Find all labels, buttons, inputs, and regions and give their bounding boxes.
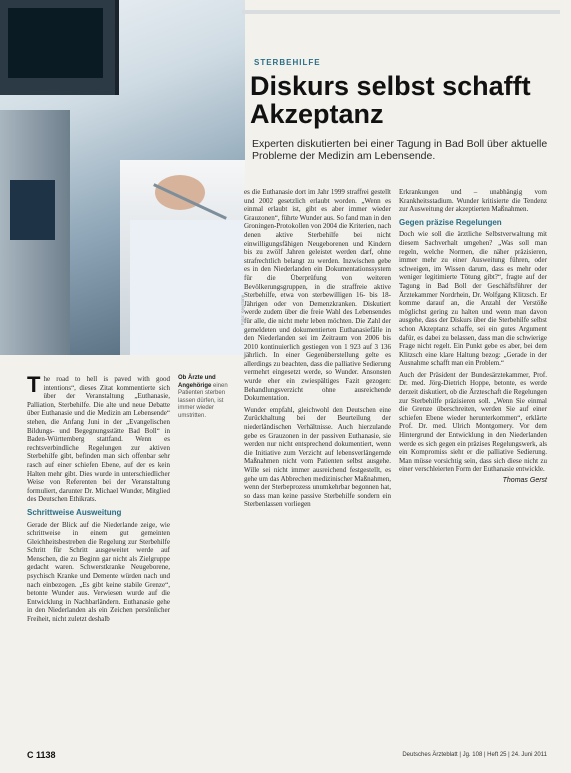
caption-bold: Ob Ärzte und Angehörige <box>178 375 216 389</box>
article-photo <box>0 0 245 355</box>
lead-text: Experten diskutierten bei einer Tagung in Bad Boll über aktuelle Probleme der Medizin am Lebensende. <box>252 138 548 162</box>
caption-text: einen Patienten sterben lassen dürfen, ist immer wieder umstritten. <box>178 382 228 419</box>
monitor-shape <box>0 0 119 95</box>
dropcap: T <box>27 372 41 397</box>
control-panel-shape <box>10 180 55 240</box>
column-1-paragraph-1: he road to hell is paved with good intentions“, dieses Zitat kommentierte sich über der Veranstaltung „Euthanasie, Palliation, Sterbehilfe. Die alte und neue Debatte über Euthanasie und die Medizin am Lebensende“ stehen, die Anfang Juni in der „Evangelischen Bildungs- und Begegnungsstätte Bad Boll“ in Baden-Württemberg stattfand. Wenn es rechtsverbindliche Regelungen zur aktiven Sterbehilfe gibt, befinden man sich offenbar sehr rasch auf einer schiefen Ebene, auf der es kein Halten mehr gibt. Dies wurde in unterschiedlicher Weise von Referenten bei der Veranstaltung formuliert, darunter Dr. Michael Wunder, Mitglied des Deutschen Ethikrats. <box>27 375 170 504</box>
subhead-2: Gegen präzise Regelungen <box>399 217 502 227</box>
column-3-paragraph-2: Doch wie soll die ärztliche Selbstverwaltung mit diesem Sachverhalt umgehen? „Was soll man regeln, welche Normen, die näher präzisieren, immer mehr zu einer Ausweitung führen, oder schweigen, im Wissen darum, dass es mehr oder weniger legitimierte Tötung gibt?“, fragte auf der Tagung in Bad Boll der Geschäftsführer der Ärztekammer Nordrhein, Dr. Wolfgang Klitzsch. Er komme darauf an, die Anzahl der Verstöße möglichst gering zu halten und wenn man davon ausgehe, dass der Diskurs über die Sterbehilfe selbst schon Akzeptanz schaffe, sei ein gutes Argument dafür, es dabei zu belassen, dass man die schwierige Frage nicht regelt. Ein Punkt gebe es aber, bei dem Klitzsch eine klare Haltung bezog: „Gerade in der Ausnahme schafft man ein Problem.“ <box>399 230 547 368</box>
column-3 <box>399 188 547 486</box>
column-3-paragraph-1: Erkrankungen und – unabhängig vom Krankheitsstadium. Wunder kritisierte die Tendenz zur Ausweitung der akzeptierten Maßnahmen. <box>399 188 547 214</box>
column-1 <box>27 372 170 627</box>
rubric: STERBEHILFE <box>254 58 321 67</box>
photo-credit: Foto: Keystone <box>240 294 245 325</box>
headline: Diskurs selbst schafft Akzeptanz <box>250 71 531 129</box>
column-2-paragraph-2: Wunder empfahl, gleichwohl den Deutschen eine Zurückhaltung bei der Beurteilung der niederländischen Verhältnisse. Auch hierzulande gebe es Grauzonen in der passiven Euthanasie, sie werden nur nicht entsprechend dokumentiert, wenn die Initiative zum Verzicht auf lebensverlängernde Maßnahmen nicht vom Patienten selbst ausgehe. Wille sei nicht immer ausreichend festgestellt, es gehe um das Abbrechen medizinischer Maßnahmen, wenn der Sterbeprozess unumkehrbar begonnen hat, so dass man keine passive Sterbehilfe sondern ein Sterbenlassen vorliegen <box>244 405 391 509</box>
column-2-paragraph-1: es die Euthanasie dort im Jahr 1999 straffrei gestellt und 2002 gesetzlich erlaubt worden. „Wenn es einmal erlaubt ist, gibt es aber immer wieder Grauzonen“, führte Wunder aus. So fand man in den Groningen-Protokollen von 2004 die Kriterien, nach denen aktive Sterbehilfe bei nicht einwilligungsfähigen Neugeborenen und Kindern bis zu zwölf Jahren geleistet werden darf, ohne strafrechtlich belangt zu werden. Inzwischen gebe es in den Niederlanden ein Dokumentationssystem für die Überprüfung von weiteren Bevölkerungsgruppen, in die straffreie aktive Sterbehilfe, etwa von sterbewilligen 16- bis 18-Jährigen oder von Demenzkranken. Diskutiert werde zudem über die freie Wahl des Lebensendes für alle, die nicht mehr leben möchten. Die Zahl der gemeldeten und dokumentierten Euthanasiefälle in den Niederlanden sei im Zeitraum von 2006 bis 2010 kontinuierlich gestiegen von 1 923 auf 3 136 jährlich. In einer Gegenüberstellung gelte es allerdings zu beachten, dass die palliative Sedierung vermehrt eingesetzt werde, so Wunder. Ansonsten wurde eher ein zwiespältiges Fazit gezogen: Behandlungsverzicht ohne ausreichende Dokumentation. <box>244 188 391 403</box>
author-signature: Thomas Gerst <box>502 477 547 484</box>
page-number: C 1138 <box>27 750 56 760</box>
top-rule <box>242 10 560 14</box>
journal-footer: Deutsches Ärzteblatt | Jg. 108 | Heft 25 | 24. Juni 2011 <box>402 752 547 758</box>
monitor-screen <box>8 8 103 78</box>
column-1-paragraph-2: Gerade der Blick auf die Niederlande zeige, wie schrittweise in einem gut gemeinten Gleichheitsbestreben die Regelung zur Sterbehilfe Schritt für Schritt ausgeweitet werde auf Menschen, die zu Beginn gar nicht als Zielgruppe gedacht waren. Schwerstkranke Neugeborene, psychisch Kranke und Demente würden nach und nach einbezogen. „Es gibt keine stabile Grenze“, betonte Wunder aus. Verwiesen wurde auf die Entwicklung in Nachbarländern. Euthanasie gehe in den Niederlanden als ein Zeichen persönlicher Freiheit, nicht zuletzt deshalb <box>27 520 170 624</box>
column-2 <box>244 188 391 512</box>
photo-caption <box>178 375 236 420</box>
subhead-1: Schrittweise Ausweitung <box>27 507 122 517</box>
column-3-paragraph-3: Auch der Präsident der Bundesärztekammer, Prof. Dr. med. Jörg-Dietrich Hoppe, betonte, es werde derzeit diskutiert, ob die Ärzteschaft die Regelungen zur Sterbehilfe präzisieren soll. „Wenn Sie einmal die Grenze überschreiten, werden Sie auf einer schiefen Ebene wieder herunterkommen“, erklärte Prof. Dr. med. Ulrich Montgomery. Vor dem Hintergrund der Entwicklung in den Niederlanden werde es sich gegen ein präzises Regelungswerk, als ein Kompromiss sieht er die palliative Sedierung. Man müsse vorsichtig sein, dass sich diese nicht zu einer verschleierten Form der Euthanasie entwickle. <box>399 370 547 474</box>
bedsheet-shape <box>130 220 245 355</box>
